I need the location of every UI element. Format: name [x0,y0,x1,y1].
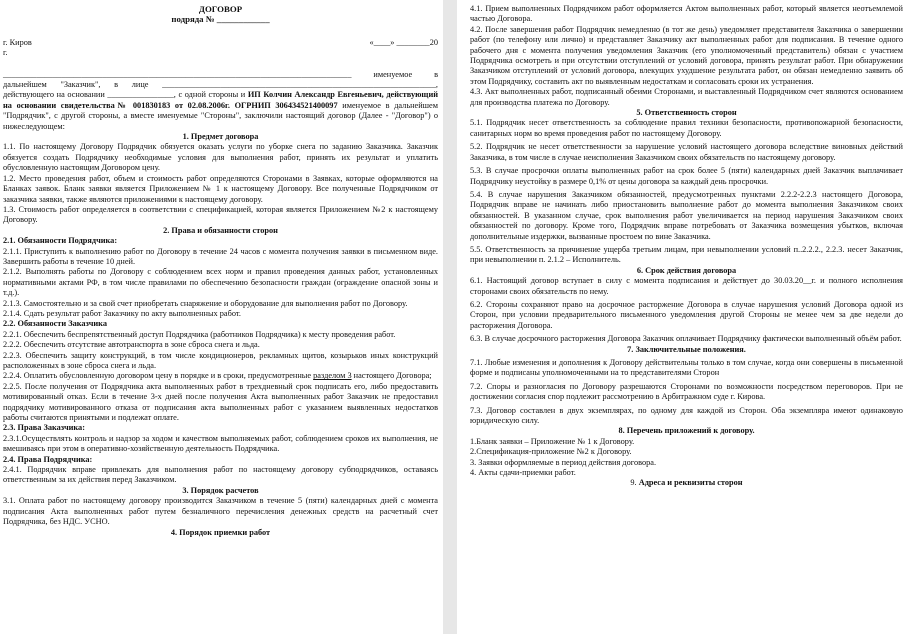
paragraph-2-2-4-lead: 2.2.4. Оплатить обусловленную договором цену в порядке и в сроки, предусмотренные [3,371,314,381]
appendix-item-4: 4. Акты сдачи-приемки работ. [470,468,576,478]
paragraph-2-1-3: 2.1.3. Самостоятельно и за свой счет приобретать снаряжение и оборудование для выполнения работ по Договору. [3,298,408,308]
paragraph-2-3-1: 2.3.1.Осуществлять контроль и надзор за ходом и качеством выполняемых работ, соблюдением сроков их выполнения, не вмешиваясь при этом в оперативно-хозяйственную деятельность Подрядчика. [3,433,438,454]
intro-tail: именуемое в дальнейшем "Подрядчик", с другой стороны, а вместе именуемые "Стороны", заключили настоящий договор (Далее - "Договор") о нижеследующем: [3,100,438,131]
section-8-heading: 8. Перечень приложений к договору. [618,426,755,436]
paragraph-2-1-1: 2.1.1. Приступить к выполнению работ по Договору в течение 24 часов с момента получения заявки в письменном виде. Завершить работы в течение 10 дней. [3,246,438,266]
paragraph-5-1: 5.1. Подрядчик несет ответственность за соблюдение правил техники безопасности, противопожарной безопасности, санитарных норм во время проведения работ по настоящему Договору. [470,118,903,138]
contract-title: ДОГОВОР [198,4,243,14]
section-9-heading [470,478,903,488]
section-4-heading: 4. Порядок приемки работ [170,527,271,537]
city-label: г. Киров [3,37,32,47]
page-2 [457,0,910,634]
page-divider [443,0,457,634]
paragraph-2-1-4: 2.1.4. Сдать результат работ Заказчику по акту выполненных работ. [3,308,241,318]
paragraph-5-2: 5.2. Подрядчик не несет ответственности за нарушение условий настоящего договора вследствие виновных действий Заказчика, в том числе в случае неисполнения Заказчиком своих обязательств по настоящему договору. [470,142,903,162]
subsection-2-2-heading: 2.2. Обязанности Заказчика [3,319,107,329]
paragraph-1-1: 1.1. По настоящему Договору Подрядчик обязуется оказать услуги по уборке снега по заданию Заказчика. Заказчик обязуется создать Подрядчику необходимые условия для выполнения работ, принять их результат и уплатить обусловленную настоящим Договором цену. [3,142,438,173]
section-3-reference-link: разделом 3 [313,371,352,381]
paragraph-1-2: 1.2. Место проведения работ, объем и стоимость работ определяются Сторонами в Заявках, которые оформляются на Бланках заявок. Бланк заявки является Приложением № 1 к настоящему Договору. Все полученные Подрядчиком от заказчика заявки, также являются приложениями к настоящему договору. [3,173,438,204]
paragraph-5-4: 5.4. В случае нарушения Заказчиком обязанностей, предусмотренных пунктами 2.2.2-2.2.3 настоящего Договора, Подрядчик вправе не начинать либо приостановить выполнение работ до момента выполнения Заказчиком своих обязанностей. В указанном случае, срок выполнения работ увеличивается на период нарушения Заказчиком своих обязанностей по договору. Кроме того, Подрядчик вправе потребовать от Заказчика возмещения убытков, включая дополнительные издержки, вызванные простоем по вине Заказчика. [470,189,903,241]
section-9-number: 9. [630,478,637,488]
subsection-2-4-heading: 2.4. Права Подрядчика: [3,454,93,464]
paragraph-7-2: 7.2. Споры и разногласия по Договору разрешаются Сторонами по возможности посредством переговоров. При не достижении согласия спор подлежит рассмотрению в Арбитражном суде г. Кирова. [470,381,903,402]
appendix-item-2: 2.Спецификация-приложение №2 к Договору. [470,447,632,457]
paragraph-3-1: 3.1. Оплата работ по настоящему договору производится Заказчиком в течение 5 (пяти) календарных дней с момента подписания Акта выполненных работ путем безналичного перечисления денежных средств на расчетный счет Подрядчика, без НДС. УСНО. [3,496,438,527]
intro-paragraph [3,70,438,132]
paragraph-2-2-3: 2.2.3. Обеспечить защиту конструкций, в том числе кондиционеров, рекламных щитов, козырьков иных конструкций расположенных в зоне сброса снега и льда. [3,350,438,370]
appendix-item-1: 1.Бланк заявки – Приложение № 1 к Договору. [470,436,635,446]
intro-customer-blank: ____________________________________________________________________________________ именуемое в дальнейшем "Заказчик", в лице __________________________________________________________________, действующего на основании ________________, с одной стороны и [3,69,438,100]
paragraph-2-2-4-tail: настоящего Договора; [351,371,432,381]
paragraph-7-1: 7.1. Любые изменения и дополнения к Договору действительны только в том случае, когда они совершены в письменной форме и подписаны уполномоченными на то представителями Сторон [470,358,903,378]
paragraph-4-3: 4.3. Акт выполненных работ, подписанный обеими Сторонами, и выставленный Подрядчиком счет являются основанием для производства платежа по Договору. [470,87,903,107]
paragraph-2-2-4 [3,371,438,381]
intro-contractor-name: ИП Колчин Александр Евгеньевич, действующий на основании свидетельства№ 001830183 от 02.08.2006г. ОГРНИП 306434521400097 [3,90,438,110]
place-date-row [3,38,438,48]
paragraph-6-2: 6.2. Стороны сохраняют право на досрочное расторжение Договора в случае нарушения условий Договора одной из Сторон, при условии предварительного письменного уведомления другой Стороны не менее чем за две недели до расторжения Договора. [470,299,903,330]
paragraph-2-2-5: 2.2.5. После получения от Подрядчика акта выполненных работ в трехдневный срок подписать его, либо предоставить мотивированный отказ. Если в течение 3-х дней после получения Акта выполненных работ Заказчик не предоставил подрядчику мотивированного отказа от подписания акта выполненных работ с указанием выявленных недостатков работы считаются принятыми и подлежат оплате. [3,381,438,423]
paragraph-5-3: 5.3. В случае просрочки оплаты выполненных работ на срок более 5 (пяти) календарных дней Заказчик выплачивает Подрядчику неустойку в размере 0,1% от цены договора за каждый день просрочки. [470,166,903,186]
section-1-heading: 1. Предмет договора [182,132,259,142]
section-5-heading: 5. Ответственность сторон [636,108,737,118]
subsection-2-3-heading: 2.3. Права Заказчика: [3,423,85,433]
section-7-heading: 7. Заключительные положения. [627,344,746,354]
paragraph-1-3: 1.3. Стоимость работ определяется в соответствии с спецификацией, которая является Приложением №2 к настоящему Договору. [3,204,438,225]
page-1 [0,0,443,634]
paragraph-6-1: 6.1. Настоящий договор вступает в силу с момента подписания и действует до 30.03.20__г. и полного исполнения сторонами своих обязательств по нему. [470,276,903,296]
subsection-2-1-heading: 2.1. Обязанности Подрядчика: [3,236,118,246]
paragraph-2-1-2: 2.1.2. Выполнять работы по Договору с соблюдением всех норм и правил проведения данных работ, установленных нормативными актами РФ, в том числе правилами по обеспечению безопасности граждан (ограждение опасной зоны и т.д.). [3,267,438,298]
section-9-title: Адреса и реквизиты сторон [636,478,743,488]
paragraph-5-5: 5.5. Ответственность за причинение ущерба третьим лицам, при невыполнении условий п..2.2.2., 2.2.3. несет Заказчик, при невыполнении п. 2.1.2 – Исполнитель. [470,244,903,265]
paragraph-4-2: 4.2. После завершения работ Подрядчик немедленно (в тот же день) уведомляет представителя Заказчика о завершении работ (по телефону или лично) и представляет Заказчику акт выполненных работ для подписания. В течение одного рабочего дня с момента получения уведомления Заказчик (его уполномоченный представитель) обязан с участием Подрядчика осмотреть и при отсутствии отступлений от условий договора, принять результат работ. При обнаружении Заказчиком отступлений от условий договора, влекущих ухудшение результата работ, он обязан немедленно заявить об этом Подрядчику, составить акт по выявленным недостаткам и согласовать сроки их устранения. [470,24,903,86]
section-3-heading: 3. Порядок расчетов [182,485,259,495]
paragraph-4-1: 4.1. Прием выполненных Подрядчиком работ оформляется Актом выполненных работ, который является неотъемлемой частью Договора. [470,4,903,24]
paragraph-6-3: 6.3. В случае досрочного расторжения Договора Заказчик оплачивает Подрядчику фактически выполненный объём работ. [470,334,902,344]
appendix-item-3: 3. Заявки оформляемые в период действия договора. [470,457,657,467]
date-blank: «____» ________20 [369,37,438,47]
paragraph-2-2-2: 2.2.2. Обеспечить отсутствие автотранспорта в зоне сброса снега и льда. [3,340,260,350]
section-6-heading: 6. Срок действия договора [636,265,737,275]
date-year-suffix: г. [3,48,8,58]
paragraph-2-4-1: 2.4.1. Подрядчик вправе привлекать для выполнения работ по настоящему договору субподрядчиков, оставаясь ответственным за их действия перед Заказчиком. [3,465,438,485]
paragraph-7-3: 7.3. Договор составлен в двух экземплярах, по одному для каждой из Сторон. Оба экземпляра имеют одинаковую юридическую силу. [470,405,903,426]
contract-subtitle: подряда № ____________ [171,14,270,25]
paragraph-2-2-1: 2.2.1. Обеспечить беспрепятственный доступ Подрядчика (работников Подрядчика) к месту проведения работ. [3,329,396,339]
section-2-heading: 2. Права и обязанности сторон [163,225,278,235]
